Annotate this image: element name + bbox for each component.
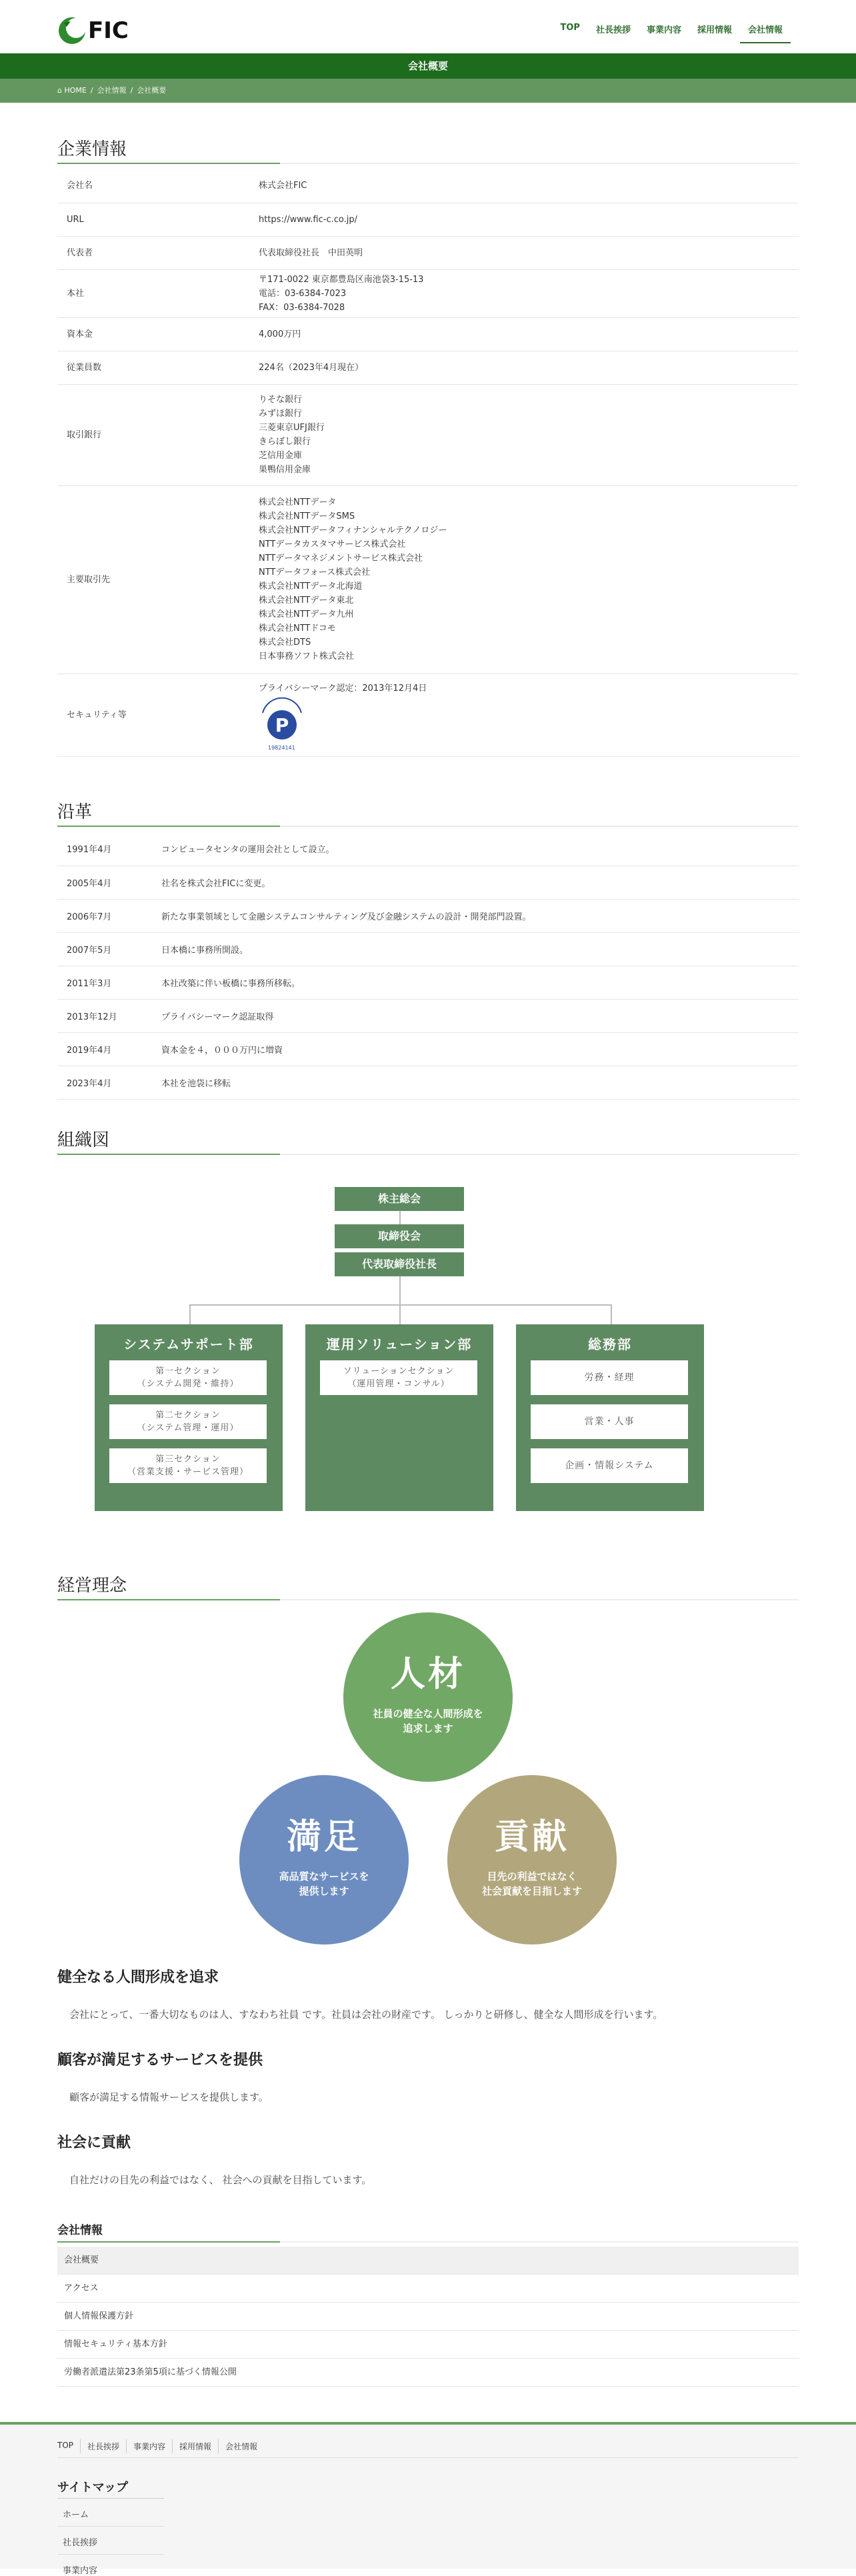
heading-underline xyxy=(57,1154,799,1155)
company-info-line: 株式会社NTTデータフィナンシャルテクノロジー xyxy=(259,525,447,535)
circle-big-text: 満足 xyxy=(286,1816,361,1857)
company-info-key: 本社 xyxy=(67,288,85,299)
breadcrumb-company[interactable]: 会社情報 xyxy=(97,86,127,95)
company-info-line: 株式会社NTTデータ北海道 xyxy=(259,581,363,591)
org-board: 取締役会 xyxy=(335,1224,464,1248)
breadcrumb-current: 会社概要 xyxy=(137,86,167,95)
company-info-heading: 企業情報 xyxy=(57,139,127,159)
footer-nav-greeting[interactable]: 社長挨拶 xyxy=(80,2439,126,2453)
company-info-line: 株式会社FIC xyxy=(259,181,307,191)
history-date: 2019年4月 xyxy=(67,1045,112,1056)
page-title: 会社概要 xyxy=(0,53,856,79)
history-date: 2007年5月 xyxy=(67,945,112,956)
company-info-value xyxy=(259,674,799,756)
section-box: 営業・人事 xyxy=(531,1404,688,1439)
org-president: 代表取締役社長 xyxy=(335,1252,464,1276)
privacy-mark-number: 19824141 xyxy=(268,744,295,751)
org-section xyxy=(57,1127,799,1155)
history-date: 2023年4月 xyxy=(67,1078,112,1089)
logo-mark-icon xyxy=(57,16,87,45)
site-logo[interactable] xyxy=(57,16,129,45)
history-date: 2006年7月 xyxy=(67,912,112,922)
sitemap-item-home[interactable]: ホーム xyxy=(63,2510,89,2520)
company-info-line[interactable]: https://www.fic-c.co.jp/ xyxy=(259,214,357,225)
dept-operation-solution xyxy=(305,1324,493,1511)
footer-nav-company[interactable]: 会社情報 xyxy=(218,2439,264,2453)
company-info-key: セキュリティ等 xyxy=(67,710,127,720)
company-info-row xyxy=(57,269,799,317)
section-box: 第三セクション （営業支援・サービス管理） xyxy=(109,1448,267,1483)
company-info-line: 芝信用金庫 xyxy=(259,451,303,461)
company-info-value xyxy=(259,269,799,317)
company-info-row xyxy=(57,317,799,351)
org-shareholders: 株主総会 xyxy=(335,1187,464,1211)
dept-title: システムサポート部 xyxy=(123,1336,254,1352)
footer-nav-recruit[interactable]: 採用情報 xyxy=(172,2439,218,2453)
svg-text:P: P xyxy=(275,714,289,736)
site-header xyxy=(0,0,856,53)
history-text: コンピュータセンタの運用会社として設立。 xyxy=(161,845,335,856)
history-row xyxy=(57,966,799,999)
company-info-row xyxy=(57,169,799,203)
gnav-greeting[interactable]: 社長挨拶 xyxy=(595,25,631,35)
company-info-row xyxy=(57,485,799,674)
company-info-row xyxy=(57,384,799,485)
company-info-value xyxy=(259,203,799,236)
history-row xyxy=(57,866,799,899)
gnav-company[interactable]: 会社情報 xyxy=(740,23,791,43)
history-date: 2013年12月 xyxy=(67,1012,117,1022)
subnav-item-security[interactable]: 情報セキュリティ基本方針 xyxy=(57,2331,799,2359)
history-text: プライバシーマーク認証取得 xyxy=(161,1012,274,1022)
history-row xyxy=(57,932,799,966)
company-info-line: 代表取締役社長 中田英明 xyxy=(259,247,363,258)
philosophy-heading-2: 顧客が満足するサービスを提供 xyxy=(57,2052,263,2069)
sitemap-item-business[interactable]: 事業内容 xyxy=(63,2566,98,2576)
history-heading: 沿革 xyxy=(57,802,93,822)
dept-title: 総務部 xyxy=(588,1336,632,1352)
philosophy-text-3: 自社だけの目先の利益ではなく、 社会への貢献を目指しています。 xyxy=(69,2174,372,2186)
history-date: 1991年4月 xyxy=(67,845,112,856)
company-info-line: NTTデータフォース株式会社 xyxy=(259,567,371,577)
history-text: 新たな事業領域として金融システムコンサルティング及び金融システムの設計・開発部門設置。 xyxy=(161,912,531,922)
dept-general-affairs xyxy=(516,1324,704,1511)
philosophy-heading: 経営理念 xyxy=(57,1576,127,1596)
history-table xyxy=(57,832,799,1100)
org-heading: 組織図 xyxy=(57,1130,110,1150)
breadcrumb-home[interactable]: HOME xyxy=(64,86,87,95)
company-info-key: 取引銀行 xyxy=(67,429,102,440)
philosophy-heading-3: 社会に貢献 xyxy=(57,2135,131,2151)
history-row xyxy=(57,832,799,866)
company-info-row xyxy=(57,351,799,384)
section-box: 労務・経理 xyxy=(531,1360,688,1395)
company-info-line: 株式会社DTS xyxy=(259,637,311,648)
company-info-line: プライバシーマーク認定：2013年12月4日 xyxy=(259,683,427,694)
circle-contribution xyxy=(447,1775,617,1945)
section-box: ソリューションセクション （運用管理・コンサル） xyxy=(320,1360,477,1395)
company-info-line: 株式会社NTTドコモ xyxy=(259,623,336,633)
company-info-row xyxy=(57,203,799,236)
footer-nav-business[interactable]: 事業内容 xyxy=(126,2439,172,2453)
company-info-line: FAX：03-6384-7028 xyxy=(259,302,345,313)
history-row xyxy=(57,899,799,932)
company-info-line: 株式会社NTTデータ xyxy=(259,497,337,507)
history-section xyxy=(57,799,799,1100)
history-row xyxy=(57,1066,799,1099)
subnav-item-overview[interactable]: 会社概要 xyxy=(57,2247,799,2275)
company-info-line: NTTデータカスタマサービス株式会社 xyxy=(259,539,406,549)
breadcrumb-home-icon: ⌂ xyxy=(57,86,62,95)
history-text: 日本橋に事務所開設。 xyxy=(161,945,249,956)
company-info-line: 株式会社NTTデータ東北 xyxy=(259,595,354,605)
circle-small-text: 目先の利益ではなく 社会貢献を目指します xyxy=(481,1870,582,1897)
history-row xyxy=(57,999,799,1032)
privacy-mark-icon xyxy=(259,698,305,749)
company-info-value xyxy=(259,485,799,674)
section-box: 企画・情報システム xyxy=(531,1448,688,1483)
company-info-key: 従業員数 xyxy=(67,362,102,373)
dept-system-support xyxy=(95,1324,283,1511)
org-chart xyxy=(0,1179,856,1526)
philosophy-heading-1: 健全なる人間形成を追求 xyxy=(57,1969,219,1986)
subnav-item-dispatch[interactable]: 労働者派遣法第23条第5項に基づく情報公開 xyxy=(57,2359,799,2387)
company-info-line: 三菱東京UFJ銀行 xyxy=(259,423,325,433)
footer-nav-top[interactable]: TOP xyxy=(57,2441,74,2450)
circle-big-text: 貢献 xyxy=(494,1816,569,1857)
company-info-line: 〒171-0022 東京都豊島区南池袋3-15-13 xyxy=(259,274,424,285)
gnav-recruit[interactable]: 採用情報 xyxy=(697,25,732,35)
company-info-key: 資本金 xyxy=(67,329,93,339)
company-info-key: 会社名 xyxy=(67,181,93,191)
sitemap-item-greeting[interactable]: 社長挨拶 xyxy=(63,2538,98,2548)
dept-title: 運用ソリューション部 xyxy=(326,1336,473,1352)
heading-underline xyxy=(57,826,799,827)
subnav-title: 会社情報 xyxy=(57,2224,103,2237)
heading-underline xyxy=(57,1599,799,1600)
company-info-row xyxy=(57,236,799,269)
site-footer xyxy=(0,2422,856,2576)
circle-satisfaction xyxy=(239,1775,409,1945)
company-info-value xyxy=(259,169,799,203)
section-box: 第一セクション （システム開発・維持） xyxy=(109,1360,267,1395)
company-info-key: 主要取引先 xyxy=(67,574,111,585)
logo-text: FIC xyxy=(88,17,129,44)
company-info-line: 電話：03-6384-7023 xyxy=(259,288,347,299)
history-text: 本社改築に伴い板橋に事務所移転。 xyxy=(161,978,301,989)
section-box: 第二セクション （システム管理・運用） xyxy=(109,1404,267,1439)
company-info-line: みずほ銀行 xyxy=(259,409,303,419)
global-nav xyxy=(552,23,791,43)
company-info-line: 日本事務ソフト株式会社 xyxy=(259,652,355,662)
breadcrumb: ⌂ HOME / 会社情報 / 会社概要 xyxy=(0,79,856,103)
company-info-line: りそな銀行 xyxy=(259,395,303,405)
subnav-item-access[interactable]: アクセス xyxy=(57,2275,799,2303)
gnav-business[interactable]: 事業内容 xyxy=(646,25,681,35)
company-info-value xyxy=(259,236,799,269)
philosophy-text-2: 顧客が満足する情報サービスを提供します。 xyxy=(69,2091,269,2103)
company-info-table xyxy=(57,169,799,757)
history-text: 社名を株式会社FICに変更。 xyxy=(161,878,271,889)
circle-talent xyxy=(343,1612,513,1782)
circle-small-text: 高品質なサービスを 提供します xyxy=(279,1870,369,1897)
philosophy-text-1: 会社にとって、一番大切なものは人、すなわち社員 です。社員は会社の財産です。 しっかりと研修し、健全な人間形成を行います。 xyxy=(69,2009,663,2021)
heading-underline xyxy=(57,163,799,164)
company-info-line: 株式会社NTTデータSMS xyxy=(259,511,355,521)
company-info-line: 224名（2023年4月現在） xyxy=(259,362,364,373)
history-text: 本社を池袋に移転 xyxy=(161,1078,231,1089)
history-text: 資本金を４，０００万円に増資 xyxy=(161,1045,283,1056)
circle-big-text: 人材 xyxy=(390,1654,465,1694)
company-info-key: URL xyxy=(67,214,84,225)
history-date: 2005年4月 xyxy=(67,878,112,889)
footer-nav xyxy=(57,2439,264,2453)
company-subnav xyxy=(57,2221,799,2387)
history-row xyxy=(57,1032,799,1066)
company-info-key: 代表者 xyxy=(67,247,93,258)
company-info-row xyxy=(57,674,799,756)
company-info-line: 4,000万円 xyxy=(259,329,301,339)
company-info-line: 巣鴨信用金庫 xyxy=(259,465,311,475)
company-info-value xyxy=(259,317,799,351)
sitemap-title: サイトマップ xyxy=(57,2481,129,2495)
company-info-value xyxy=(259,351,799,384)
company-info-section xyxy=(57,136,799,757)
circle-small-text: 社員の健全な人間形成を 追求します xyxy=(373,1708,483,1734)
company-info-line: きらぼし銀行 xyxy=(259,437,311,447)
philosophy-section xyxy=(57,1572,799,1600)
company-info-line: NTTデータマネジメントサービス株式会社 xyxy=(259,553,423,563)
company-info-value xyxy=(259,384,799,485)
history-date: 2011年3月 xyxy=(67,978,112,989)
heading-underline xyxy=(57,2241,799,2243)
company-info-line: 株式会社NTTデータ九州 xyxy=(259,609,354,619)
subnav-item-privacy[interactable]: 個人情報保護方針 xyxy=(57,2303,799,2331)
gnav-top[interactable]: TOP xyxy=(560,23,580,33)
